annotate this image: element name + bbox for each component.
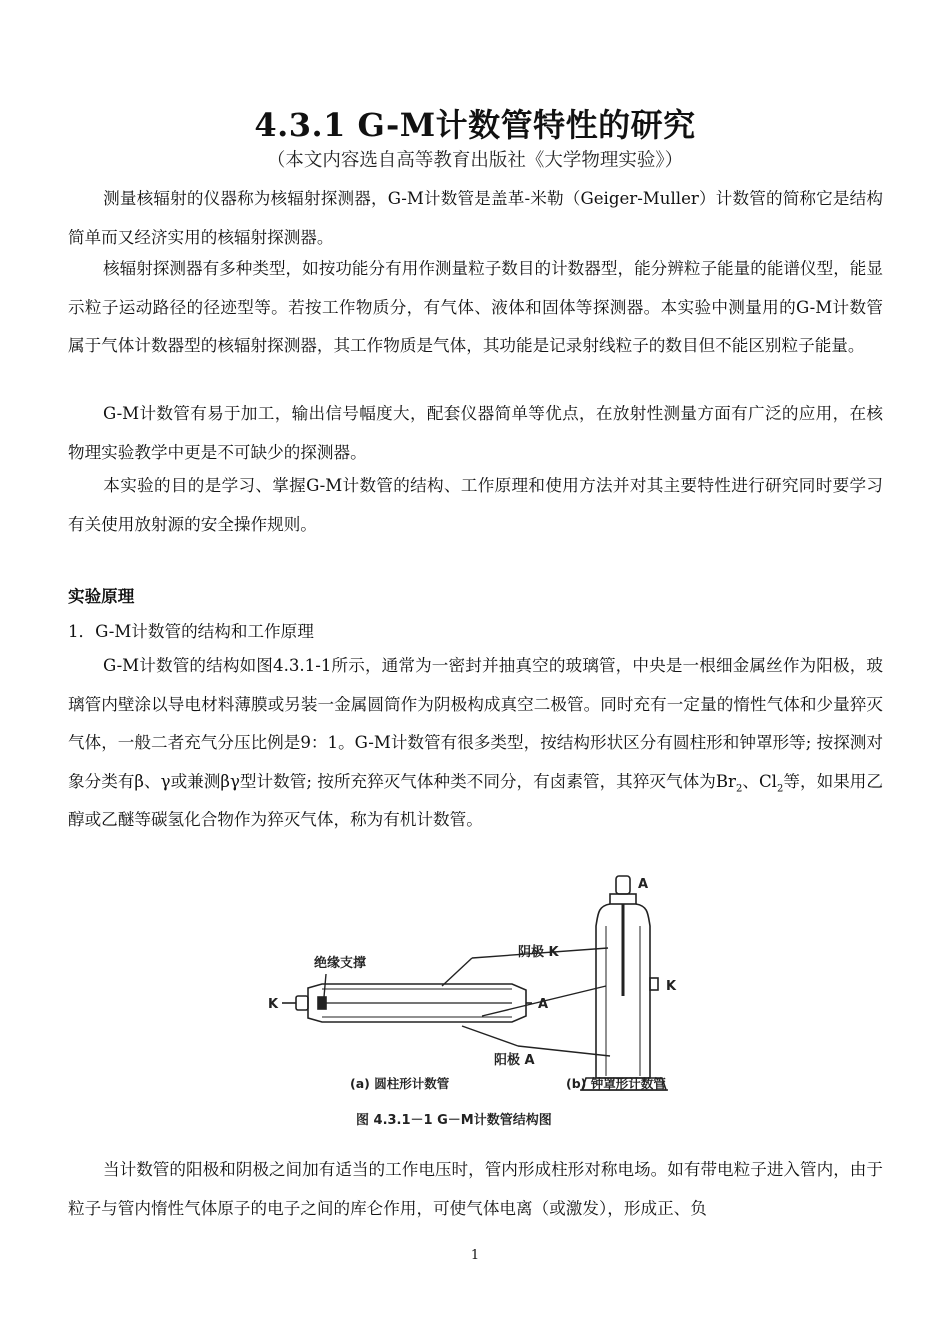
paragraph-text: 当计数管的阳极和阴极之间加有适当的工作电压时，管内形成柱形对称电场。如有带电粒子进入管内，由于粒子与管内惰性气体原子的电子之间的库仑作用，可使气体电离（或激发），形成正、负: [68, 1160, 883, 1218]
paragraph-types: [68, 250, 883, 366]
structure-text-1: G-M计数管的结构如图4.3.1-1所示，通常为一密封并抽真空的玻璃管，中央是一根细金属丝作为阳极，玻璃管内壁涂以导电材料薄膜或另装一金属圆筒作为阴极构成真空二极管。同时充有一定量的惰性气体和少量猝灭气体，一般二者充气分压比例是9：1。G-M计数管有很多类型，按结构形状区分有圆柱形和钟罩形等; 按探测对象分类有β、γ或兼测βγ型计数管; 按所充猝灭气体种类不同分，有卤素管，其猝灭气体为Br: [68, 656, 883, 791]
label-anode: 阳极 A: [494, 1053, 535, 1068]
paragraph-text: 核辐射探测器有多种类型，如按功能分有用作测量粒子数目的计数器型，能分辨粒子能量的能谱仪型，能显示粒子运动路径的径迹型等。若按工作物质分，有气体、液体和固体等探测器。本实验中测量用的G-M计数管属于气体计数器型的核辐射探测器，其工作物质是气体，其功能是记录射线粒子的数目但不能区别粒子能量。: [68, 259, 883, 355]
paragraph-text: 测量核辐射的仪器称为核辐射探测器，G-M计数管是盖革-米勒（Geiger-Muller）计数管的简称它是结构简单而又经济实用的核辐射探测器。: [68, 189, 883, 247]
structure-text-2: 、Cl: [742, 771, 777, 791]
bell-tube-drawing: [580, 876, 668, 1090]
label-a-right: A: [538, 997, 549, 1012]
gm-tube-diagram: [262, 866, 702, 1136]
figure-gm-tube: [262, 866, 702, 1136]
caption-a: (a) 圆柱形计数管: [350, 1076, 450, 1091]
paragraph-advantages: [68, 395, 883, 472]
page-number: 1: [470, 1248, 480, 1263]
subscript: 2: [735, 782, 743, 794]
section-heading: 实验原理: [68, 586, 135, 606]
page-title: 4.3.1 G-M计数管特性的研究: [254, 106, 696, 144]
paragraph-text: 本实验的目的是学习、掌握G-M计数管的结构、工作原理和使用方法并对其主要特性进行研究同时要学习有关使用放射源的安全操作规则。: [68, 476, 883, 534]
paragraph-text: G-M计数管有易于加工，输出信号幅度大，配套仪器简单等优点，在放射性测量方面有广泛的应用，在核物理实验教学中更是不可缺少的探测器。: [68, 404, 883, 462]
structure-text-3: 等，如果用乙醇或乙醚等碳氢化合物作为猝灭气体，称为有机计数管。: [68, 771, 884, 829]
label-k-bell: K: [666, 979, 677, 994]
paragraph-intro: [68, 180, 883, 257]
paragraph-structure: [68, 647, 883, 840]
subscript: 2: [776, 782, 784, 794]
caption-b: (b) 钟罩形计数管: [566, 1076, 666, 1091]
label-k-left: K: [268, 997, 279, 1012]
label-a-top: A: [638, 877, 649, 892]
paragraph-purpose: [68, 467, 883, 544]
label-insulator: 绝缘支撑: [314, 956, 367, 971]
subsection-heading: 1．G-M计数管的结构和工作原理: [68, 622, 314, 641]
figure-caption: 图 4.3.1－1 G－M计数管结构图: [356, 1113, 552, 1128]
leader-lines: [324, 948, 610, 1056]
paragraph-principle: [68, 1151, 883, 1228]
label-cathode: 阴极 K: [518, 945, 559, 960]
cylindrical-tube-drawing: [282, 984, 532, 1022]
page-subtitle: （本文内容选自高等教育出版社《大学物理实验》）: [266, 150, 684, 171]
